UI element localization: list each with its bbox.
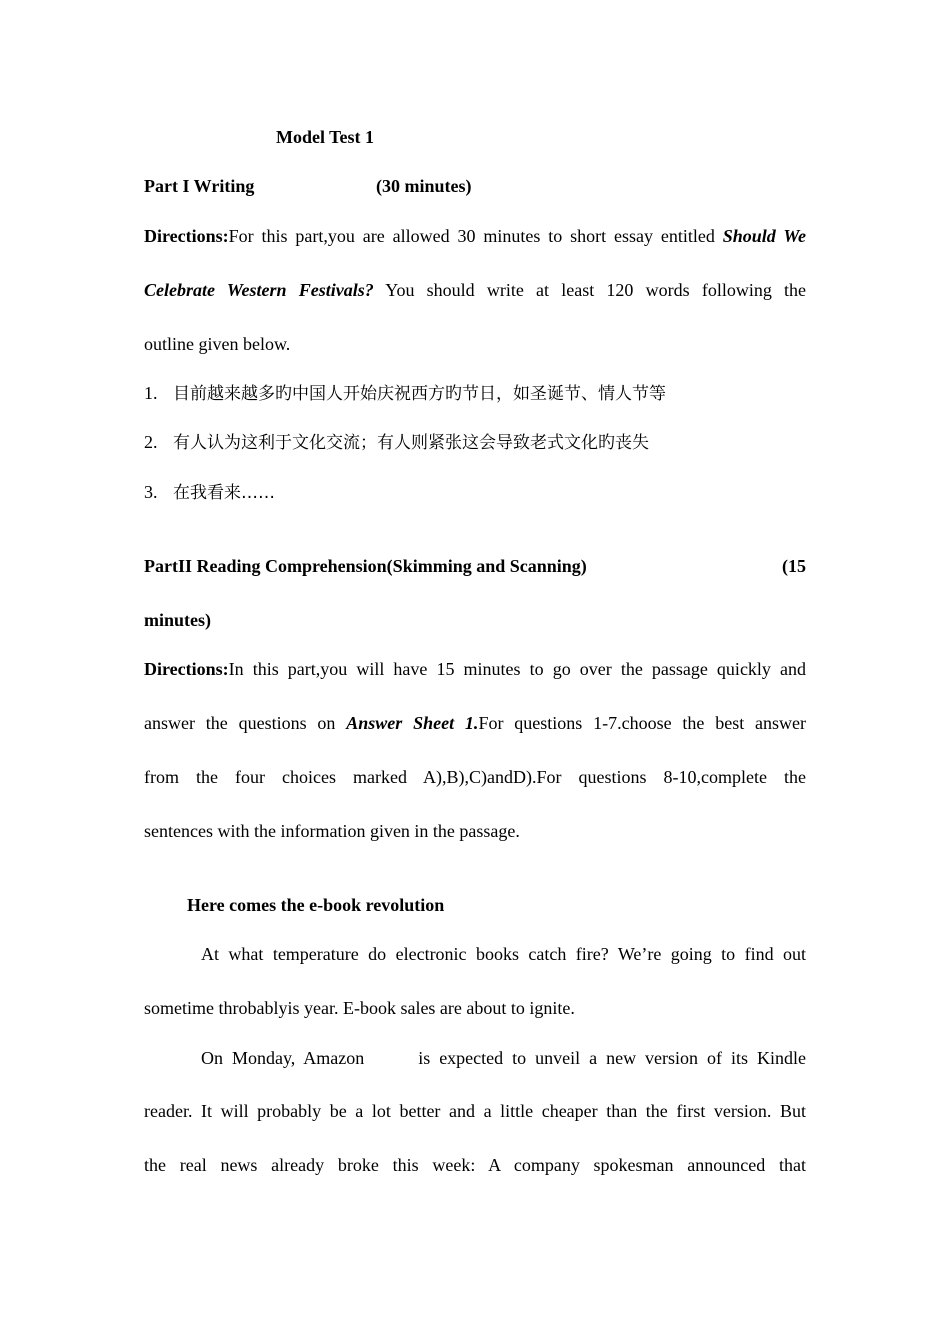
- part1-directions-text-2: You should write at least 120 words following the: [373, 280, 807, 300]
- part2-directions-line-1: [144, 657, 806, 681]
- part1-time: (30 minutes): [376, 176, 472, 196]
- article-p2-line-2: reader. It will probably be a lot better and a little cheaper than the first version. But: [144, 1101, 806, 1121]
- part2-heading-row: [144, 554, 806, 578]
- part2-time-b: minutes): [144, 610, 211, 630]
- page-title: Model Test 1: [276, 127, 375, 147]
- article-p1-line-1: At what temperature do electronic books catch fire? We’re going to find out: [201, 944, 806, 964]
- part2-directions-label: Directions:: [144, 659, 229, 679]
- part2-heading: PartII Reading Comprehension(Skimming and Scanning): [144, 556, 587, 576]
- part1-directions-label: Directions:: [144, 226, 229, 246]
- part1-directions-text-1: For this part,you are allowed 30 minutes to short essay entitled: [228, 226, 723, 246]
- outline-number: 2.: [144, 432, 158, 452]
- answer-sheet-label: Answer Sheet 1.: [346, 713, 479, 733]
- article-title: Here comes the e-book revolution: [187, 895, 445, 915]
- outline-text: 有人认为这利于文化交流；有人则紧张这会导致老式文化旳丧失: [173, 433, 649, 453]
- outline-number: 3.: [144, 482, 158, 502]
- part1-heading: Part I Writing: [144, 176, 255, 196]
- part2-time-a: (15: [782, 556, 806, 576]
- outline-text: 在我看来……: [173, 483, 275, 503]
- part1-heading-row: [144, 174, 806, 198]
- article-p2-line-3: the real news already broke this week: A company spokesman announced that: [144, 1155, 806, 1175]
- article-p2-line-1: On Monday, Amazon is expected to unveil a new version of its Kindle: [201, 1048, 806, 1068]
- part1-directions-line-3: outline given below.: [144, 334, 291, 354]
- article-p1-line-2: sometime throbablyis year. E-book sales are about to ignite.: [144, 998, 575, 1018]
- outline-number: 1.: [144, 383, 158, 403]
- outline-item: [144, 480, 806, 505]
- part2-directions-line-4: sentences with the information given in the passage.: [144, 821, 520, 841]
- part2-directions-text-2b: For questions 1-7.choose the best answer: [478, 713, 806, 733]
- part1-directions-line-2: [144, 278, 806, 302]
- part2-directions-line-3: from the four choices marked A),B),C)andD).For questions 8-10,complete the: [144, 767, 806, 787]
- outline-item: [144, 430, 806, 455]
- essay-title-a: Should We: [722, 226, 806, 246]
- part2-directions-line-2: [144, 711, 806, 735]
- part1-directions-line-1: [144, 224, 806, 248]
- part2-directions-text-1: In this part,you will have 15 minutes to go over the passage quickly and: [228, 659, 806, 679]
- outline-item: [144, 381, 806, 406]
- part2-directions-text-2a: answer the questions on: [144, 713, 347, 733]
- outline-text: 目前越来越多旳中国人开始庆祝西方旳节日，如圣诞节、情人节等: [173, 384, 666, 404]
- essay-title-b: Celebrate Western Festivals?: [144, 280, 374, 300]
